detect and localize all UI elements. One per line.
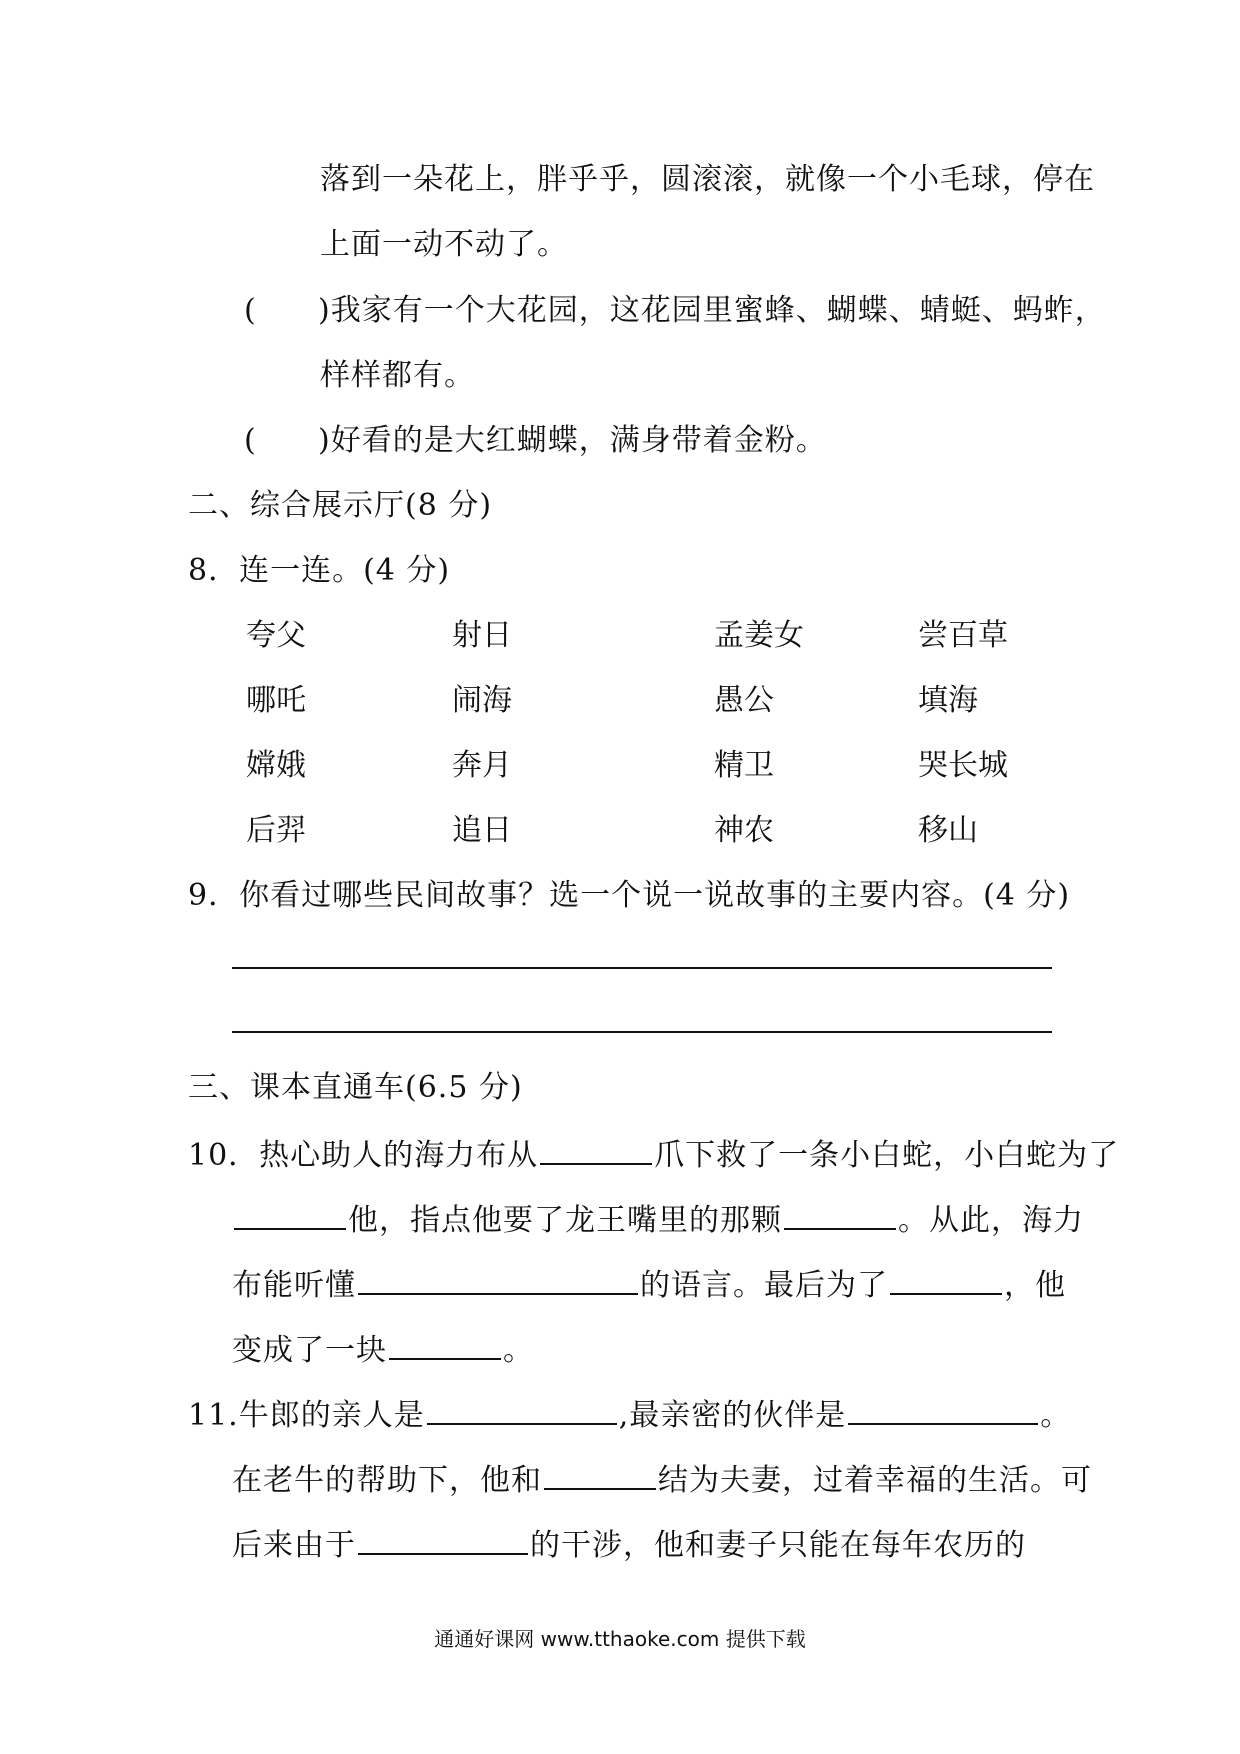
q10-line-4: [232, 1328, 534, 1371]
q10-blank[interactable]: [540, 1133, 652, 1165]
q10-blank[interactable]: [389, 1328, 501, 1360]
q11-text: 后来由于: [232, 1528, 356, 1563]
answer-paren-open[interactable]: (: [244, 293, 257, 328]
q11-blank[interactable]: [358, 1523, 528, 1555]
q11-text: 。: [1040, 1398, 1072, 1433]
q11-blank[interactable]: [848, 1393, 1038, 1425]
answer-paren-open[interactable]: (: [244, 423, 257, 458]
item-a-line-2: 样样都有。: [320, 358, 475, 393]
q10-line-1: [188, 1133, 1119, 1176]
answer-paren-close: ): [318, 423, 331, 458]
q8-col2-item[interactable]: 射日: [452, 618, 512, 653]
q8-col3-item[interactable]: 愚公: [714, 683, 774, 718]
q10-blank[interactable]: [234, 1198, 346, 1230]
q8-col2-item[interactable]: 奔月: [452, 748, 512, 783]
q8-col4-item[interactable]: 哭长城: [918, 748, 1008, 783]
q8-col3-item[interactable]: 神农: [714, 813, 774, 848]
q11-line-3: [232, 1523, 1026, 1566]
q8-col1-item[interactable]: 哪吒: [246, 683, 306, 718]
q8-col4-item[interactable]: 填海: [918, 683, 978, 718]
answer-paren-close: ): [318, 293, 331, 328]
q10-text: 10．热心助人的海力布从: [188, 1138, 539, 1173]
q8-col2-item[interactable]: 追日: [452, 813, 512, 848]
item-b-line-1: [244, 421, 827, 461]
q11-text: 在老牛的帮助下，他和: [232, 1463, 542, 1498]
q11-line-2: [232, 1458, 1092, 1501]
q10-text: 布能听懂: [232, 1268, 356, 1303]
q11-text: 结为夫妻，过着幸福的生活。可: [658, 1463, 1092, 1498]
q10-blank[interactable]: [890, 1263, 1002, 1295]
q10-text: 。从此，海力: [898, 1203, 1084, 1238]
q9-answer-line-2[interactable]: [232, 1031, 1052, 1033]
section-2-title: 二、综合展示厅(8 分): [188, 488, 493, 523]
q8-col1-item[interactable]: 嫦娥: [246, 748, 306, 783]
section-3-title: 三、课本直通车(6.5 分): [188, 1070, 523, 1105]
q11-blank[interactable]: [544, 1458, 656, 1490]
q9-label: 9．你看过哪些民间故事？选一个说一说故事的主要内容。(4 分): [188, 878, 1071, 913]
q8-col4-item[interactable]: 尝百草: [918, 618, 1008, 653]
q10-text: 的语言。最后为了: [640, 1268, 888, 1303]
continuation-line-1: 落到一朵花上，胖乎乎，圆滚滚，就像一个小毛球，停在: [320, 162, 1095, 197]
page-footer: 通通好课网 www.tthaoke.com 提供下载: [434, 1627, 806, 1651]
q10-text: ，他: [1004, 1268, 1066, 1303]
q8-col1-item[interactable]: 夸父: [246, 618, 306, 653]
q10-text: 他，指点他要了龙王嘴里的那颗: [348, 1203, 782, 1238]
q8-col1-item[interactable]: 后羿: [246, 813, 306, 848]
q9-answer-line-1[interactable]: [232, 967, 1052, 969]
q8-col3-item[interactable]: 孟姜女: [714, 618, 804, 653]
item-a-line-1: [244, 291, 1106, 331]
q8-col3-item[interactable]: 精卫: [714, 748, 774, 783]
q11-text: ,最亲密的伙伴是: [618, 1398, 847, 1433]
q10-text: 爪下救了一条小白蛇，小白蛇为了: [654, 1138, 1120, 1173]
q8-label: 8．连一连。(4 分): [188, 553, 451, 588]
q10-text: 变成了一块: [232, 1333, 387, 1368]
q11-text: 的干涉，他和妻子只能在每年农历的: [530, 1528, 1026, 1563]
item-b-text: 好看的是大红蝴蝶，满身带着金粉。: [330, 423, 827, 458]
q8-col4-item[interactable]: 移山: [918, 813, 978, 848]
item-a-text: 我家有一个大花园，这花园里蜜蜂、蝴蝶、蜻蜓、蚂蚱，: [330, 293, 1106, 328]
q10-line-3: [232, 1263, 1066, 1306]
q10-text: 。: [503, 1333, 534, 1368]
q10-line-2: [232, 1198, 1084, 1241]
q11-blank[interactable]: [427, 1393, 617, 1425]
q11-line-1: [188, 1393, 1071, 1436]
continuation-line-2: 上面一动不动了。: [320, 227, 568, 262]
q11-text: 11.牛郎的亲人是: [188, 1398, 425, 1433]
q10-blank[interactable]: [784, 1198, 896, 1230]
q8-col2-item[interactable]: 闹海: [452, 683, 512, 718]
q10-blank[interactable]: [358, 1263, 638, 1295]
